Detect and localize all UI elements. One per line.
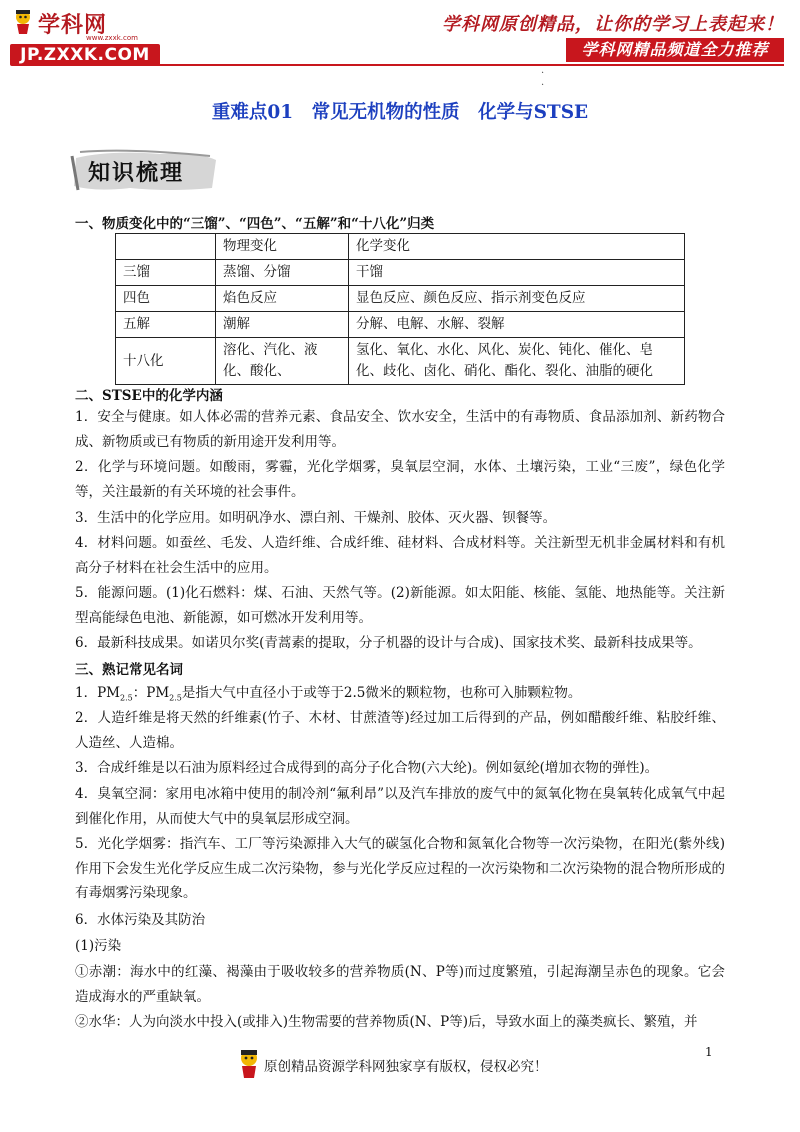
page-number: 1 [705,1045,713,1059]
section-banner [70,148,220,194]
list-item: 6．最新科技成果。如诺贝尔奖(青蒿素的提取，分子机器的设计与合成)、国家技术奖、最新科技成果等。 [75,635,702,651]
list-item: 5．光化学烟雾：指汽车、工厂等污染源排入大气的碳氢化合物和氮氧化合物等一次污染物，在阳光(紫外线)作用下会发生光化学反应生成二次污染物，参与光化学反应过程的一次污染物和二次污染物的混合物所形成的有毒烟雾污染现象。 [75,836,725,901]
logo-text: 学科网 [38,13,108,38]
decor-dot: · [541,80,545,91]
classification-table [115,233,685,385]
table-cell: 蒸馏、分馏 [216,260,349,286]
decor-dot: · [541,68,545,79]
section-heading-1: 一、物质变化中的“三馏”、“四色”、“五解”和“十八化”归类 [75,216,435,232]
pm-subscript: 2.5 [120,693,133,703]
list-item: ①赤潮：海水中的红藻、褐藻由于吸收较多的营养物质(N、P等)而过度繁殖，引起海潮呈赤色的现象。它会造成海水的严重缺氧。 [75,964,725,1005]
logo-url[interactable]: JP.ZXXK.COM [10,44,160,66]
table-header-row [116,234,685,260]
logo-mascot-icon [12,8,34,34]
table-cell: 潮解 [216,312,349,338]
pm-definition: 是指大气中直径小于或等于2.5微米的颗粒物，也称可入肺颗粒物。 [181,685,582,701]
table-cell: 干馏 [349,260,685,286]
header-slogan: 学科网原创精品，让你的学习上表起来！ [442,14,784,35]
mascot-icon [236,1048,262,1078]
list-item: 1．安全与健康。如人体必需的营养元素、食品安全、饮水安全，生活中的有毒物质、食品添加剂、新药物合成、新物质或已有物质的新用途开发利用等。 [75,409,725,450]
table-cell: 显色反应、颜色反应、指示剂变色反应 [349,286,685,312]
list-item: 4．臭氧空洞：家用电冰箱中使用的制冷剂“氟利昂”以及汽车排放的废气中的氮氧化物在臭氧转化成氧气中起到催化作用，从而使大气中的臭氧层形成空洞。 [75,786,725,827]
pm-subscript: 2.5 [169,693,182,703]
list-item: 2．化学与环境问题。如酸雨，雾霾，光化学烟雾，臭氧层空洞，水体、土壤污染，工业“三废”，绿色化学等，关注最新的有关环境的社会事件。 [75,459,725,500]
table-row [116,312,685,338]
table-cell: 五解 [116,312,216,338]
logo-subtext: www.zxxk.com [86,34,138,42]
table-cell: 分解、电解、水解、裂解 [349,312,685,338]
table-header-cell: 物理变化 [216,234,349,260]
table-cell: 溶化、汽化、液化、酸化、 [216,338,349,385]
table-cell: 氢化、氧化、水化、风化、炭化、钝化、催化、皂化、歧化、卤化、硝化、酯化、裂化、油脂的硬化 [349,338,685,385]
list-item: 3．生活中的化学应用。如明矾净水、漂白剂、干燥剂、胶体、灭火器、钡餐等。 [75,510,557,526]
copyright-notice: 原创精品资源学科网独家享有版权，侵权必究！ [264,1059,548,1075]
table-row [116,286,685,312]
table-cell: 十八化 [116,338,216,385]
pm-label-2: ：PM [132,685,170,701]
table-header-cell: 化学变化 [349,234,685,260]
header-divider [150,64,784,66]
channel-banner[interactable]: 学科网精品频道全力推荐 [566,38,784,62]
list-item: (1)污染 [75,938,122,954]
list-item: 6．水体污染及其防治 [75,912,206,928]
list-item: ②水华：人为向淡水中投入(或排入)生物需要的营养物质(N、P等)后，导致水面上的藻类疯长、繁殖，并 [75,1014,698,1030]
table-row [116,260,685,286]
list-item: 5．能源问题。(1)化石燃料：煤、石油、天然气等。(2)新能源。如太阳能、核能、氢能、地热能等。关注新型高能绿色电池、新能源，如可燃冰开发利用等。 [75,585,725,626]
list-item: 4．材料问题。如蚕丝、毛发、人造纤维、合成纤维、硅材料、合成材料等。关注新型无机非金属材料和有机高分子材料在社会生活中的应用。 [75,535,725,576]
pm-label: 1．PM [75,685,120,701]
table-cell: 四色 [116,286,216,312]
banner-label: 知识梳理 [88,160,185,186]
table-header-cell [116,234,216,260]
table-row [116,338,685,385]
table-cell: 焰色反应 [216,286,349,312]
list-item: 2．人造纤维是将天然的纤维素(竹子、木材、甘蔗渣等)经过加工后得到的产品，例如醋酸纤维、粘胶纤维、人造丝、人造棉。 [75,710,725,751]
page-title: 重难点01 常见无机物的性质 化学与STSE [211,102,589,123]
site-logo[interactable] [10,8,160,66]
list-item: 3．合成纤维是以石油为原料经过合成得到的高分子化合物(六大纶)。例如氨纶(增加衣物的弹性)。 [75,760,659,776]
section-heading-2: 二、STSE中的化学内涵 [75,388,223,404]
table-cell: 三馏 [116,260,216,286]
section-heading-3: 三、熟记常见名词 [75,662,183,678]
